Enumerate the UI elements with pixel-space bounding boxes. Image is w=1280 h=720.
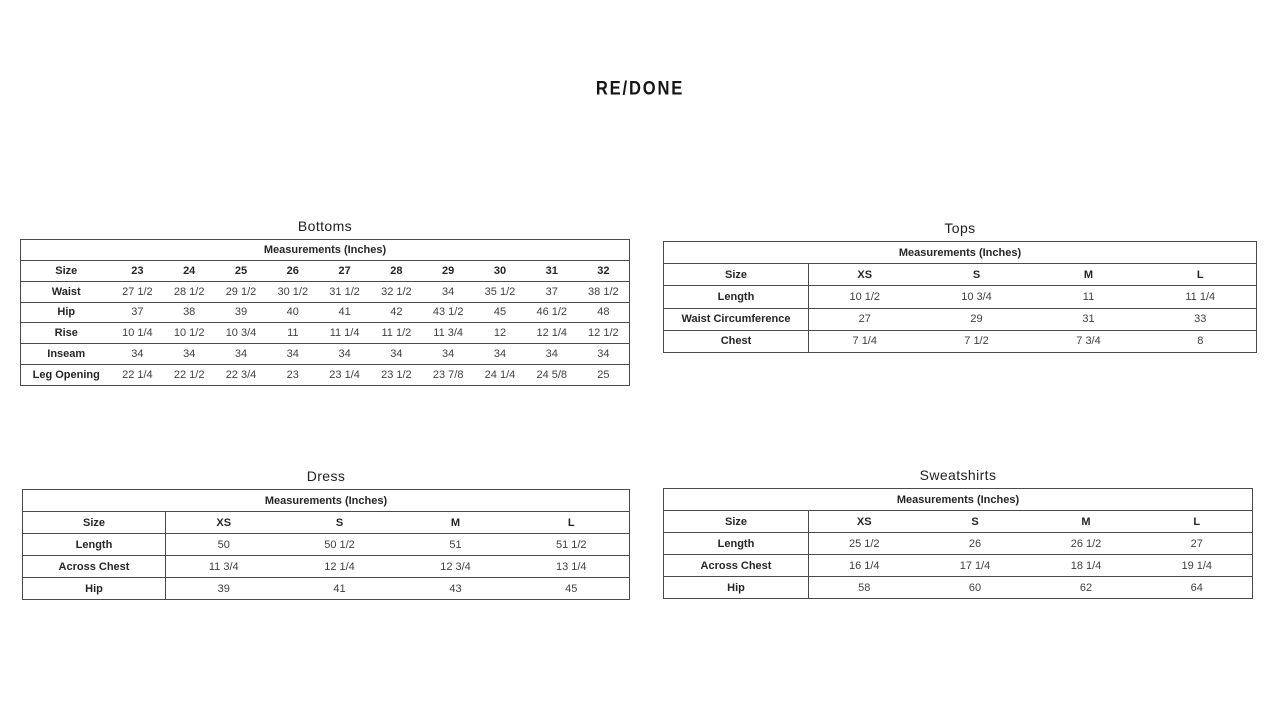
- measurement-cell: 42: [370, 302, 422, 323]
- bottoms-title: Bottoms: [297, 218, 353, 234]
- measurement-cell: 58: [809, 577, 920, 599]
- size-value-cell: S: [920, 511, 1031, 533]
- dress-table: [22, 489, 630, 600]
- row-label-cell: Inseam: [21, 344, 112, 365]
- measurement-cell: 31: [1033, 308, 1145, 330]
- measurement-cell: 40: [267, 302, 319, 323]
- measurement-cell: 51: [398, 534, 514, 556]
- table-row: [21, 323, 630, 344]
- measurement-cell: 12 3/4: [398, 556, 514, 578]
- measurement-cell: 11 3/4: [166, 556, 282, 578]
- row-label-cell: Across Chest: [664, 555, 809, 577]
- row-label-cell: Length: [23, 534, 166, 556]
- measurement-cell: 33: [1145, 308, 1257, 330]
- size-label-cell: Size: [23, 512, 166, 534]
- measurements-header-row: [664, 242, 1257, 264]
- measurement-cell: 25 1/2: [809, 533, 920, 555]
- size-value-cell: XS: [166, 512, 282, 534]
- measurement-cell: 34: [422, 281, 474, 302]
- row-label-cell: Waist Circumference: [664, 308, 809, 330]
- measurement-cell: 10 1/4: [112, 323, 164, 344]
- dress-section: [22, 468, 630, 600]
- size-header-row: [23, 512, 630, 534]
- size-value-cell: 30: [474, 260, 526, 281]
- measurement-cell: 38: [163, 302, 215, 323]
- measurement-cell: 45: [474, 302, 526, 323]
- tops-title: Tops: [944, 220, 976, 236]
- measurement-cell: 38 1/2: [578, 281, 630, 302]
- measurement-cell: 34: [474, 344, 526, 365]
- table-row: [23, 578, 630, 600]
- measurement-cell: 29: [921, 308, 1033, 330]
- size-value-cell: M: [1031, 511, 1142, 533]
- table-row: [664, 330, 1257, 352]
- size-value-cell: 23: [112, 260, 164, 281]
- measurement-cell: 27: [809, 308, 921, 330]
- measurement-cell: 18 1/4: [1031, 555, 1142, 577]
- table-row: [664, 286, 1257, 308]
- measurement-cell: 34: [215, 344, 267, 365]
- measurement-cell: 27: [1142, 533, 1253, 555]
- measurement-cell: 12 1/4: [282, 556, 398, 578]
- row-label-cell: Length: [664, 533, 809, 555]
- measurement-cell: 62: [1031, 577, 1142, 599]
- size-value-cell: 29: [422, 260, 474, 281]
- measurement-cell: 60: [920, 577, 1031, 599]
- row-label-cell: Chest: [664, 330, 809, 352]
- measurements-header-row: [21, 240, 630, 261]
- size-header-row: [21, 260, 630, 281]
- measurement-cell: 28 1/2: [163, 281, 215, 302]
- measurement-cell: 48: [578, 302, 630, 323]
- measurement-cell: 29 1/2: [215, 281, 267, 302]
- tops-table: [663, 241, 1257, 353]
- measurement-cell: 19 1/4: [1142, 555, 1253, 577]
- size-value-cell: S: [282, 512, 398, 534]
- measurement-cell: 34: [422, 344, 474, 365]
- sweatshirts-title: Sweatshirts: [919, 467, 997, 483]
- measurement-cell: 11: [1033, 286, 1145, 308]
- measurement-cell: 22 1/4: [112, 365, 164, 386]
- measurement-cell: 35 1/2: [474, 281, 526, 302]
- measurement-cell: 50 1/2: [282, 534, 398, 556]
- size-value-cell: L: [1142, 511, 1253, 533]
- measurement-cell: 34: [112, 344, 164, 365]
- measurement-cell: 22 1/2: [163, 365, 215, 386]
- measurement-cell: 34: [370, 344, 422, 365]
- size-label-cell: Size: [664, 511, 809, 533]
- table-row: [23, 534, 630, 556]
- measurement-cell: 11: [267, 323, 319, 344]
- measurement-cell: 16 1/4: [809, 555, 920, 577]
- measurement-cell: 45: [514, 578, 630, 600]
- row-label-cell: Length: [664, 286, 809, 308]
- measurement-cell: 13 1/4: [514, 556, 630, 578]
- measurement-cell: 23 1/4: [319, 365, 371, 386]
- measurement-cell: 39: [215, 302, 267, 323]
- table-row: [664, 577, 1253, 599]
- row-label-cell: Hip: [664, 577, 809, 599]
- brand-logo-text: RE/DONE: [595, 76, 685, 99]
- dress-title: Dress: [306, 468, 346, 484]
- measurements-header-cell: Measurements (Inches): [898, 246, 1022, 259]
- table-row: [664, 555, 1253, 577]
- measurement-cell: 24 5/8: [526, 365, 578, 386]
- measurement-cell: 10 1/2: [809, 286, 921, 308]
- measurement-cell: 11 1/4: [319, 323, 371, 344]
- sweatshirts-section: [663, 467, 1253, 599]
- measurement-cell: 37: [526, 281, 578, 302]
- measurement-cell: 43: [398, 578, 514, 600]
- measurement-cell: 23: [267, 365, 319, 386]
- measurement-cell: 37: [112, 302, 164, 323]
- measurement-cell: 26: [920, 533, 1031, 555]
- measurement-cell: 30 1/2: [267, 281, 319, 302]
- row-label-cell: Hip: [21, 302, 112, 323]
- measurement-cell: 10 3/4: [215, 323, 267, 344]
- size-value-cell: 24: [163, 260, 215, 281]
- measurement-cell: 17 1/4: [920, 555, 1031, 577]
- row-label-cell: Hip: [23, 578, 166, 600]
- size-header-row: [664, 264, 1257, 286]
- size-value-cell: 31: [526, 260, 578, 281]
- measurement-cell: 34: [267, 344, 319, 365]
- measurement-cell: 26 1/2: [1031, 533, 1142, 555]
- sweatshirts-table: [663, 488, 1253, 599]
- measurement-cell: 10 1/2: [163, 323, 215, 344]
- measurement-cell: 43 1/2: [422, 302, 474, 323]
- measurement-cell: 27 1/2: [112, 281, 164, 302]
- table-row: [21, 281, 630, 302]
- measurement-cell: 32 1/2: [370, 281, 422, 302]
- size-value-cell: 28: [370, 260, 422, 281]
- size-value-cell: M: [1033, 264, 1145, 286]
- size-value-cell: XS: [809, 511, 920, 533]
- size-value-cell: 32: [578, 260, 630, 281]
- row-label-cell: Leg Opening: [21, 365, 112, 386]
- measurement-cell: 7 1/2: [921, 330, 1033, 352]
- measurements-header-cell: Measurements (Inches): [264, 494, 388, 507]
- measurements-header-cell: Measurements (Inches): [263, 243, 387, 256]
- table-row: [23, 556, 630, 578]
- measurement-cell: 34: [526, 344, 578, 365]
- measurement-cell: 41: [319, 302, 371, 323]
- size-value-cell: M: [398, 512, 514, 534]
- size-value-cell: 27: [319, 260, 371, 281]
- measurements-header-row: [23, 490, 630, 512]
- measurement-cell: 22 3/4: [215, 365, 267, 386]
- row-label-cell: Rise: [21, 323, 112, 344]
- measurement-cell: 25: [578, 365, 630, 386]
- size-label-cell: Size: [664, 264, 809, 286]
- brand-logo: [0, 78, 1280, 99]
- table-row: [21, 302, 630, 323]
- size-value-cell: 25: [215, 260, 267, 281]
- table-row: [664, 308, 1257, 330]
- measurement-cell: 7 1/4: [809, 330, 921, 352]
- measurement-cell: 50: [166, 534, 282, 556]
- size-value-cell: S: [921, 264, 1033, 286]
- measurement-cell: 12: [474, 323, 526, 344]
- measurement-cell: 12 1/4: [526, 323, 578, 344]
- size-value-cell: 26: [267, 260, 319, 281]
- table-row: [664, 533, 1253, 555]
- measurement-cell: 7 3/4: [1033, 330, 1145, 352]
- measurement-cell: 64: [1142, 577, 1253, 599]
- measurements-header-row: [664, 489, 1253, 511]
- tops-section: [663, 220, 1257, 353]
- row-label-cell: Waist: [21, 281, 112, 302]
- table-row: [21, 365, 630, 386]
- measurement-cell: 11 1/2: [370, 323, 422, 344]
- measurement-cell: 39: [166, 578, 282, 600]
- bottoms-table: [20, 239, 630, 386]
- size-value-cell: XS: [809, 264, 921, 286]
- size-header-row: [664, 511, 1253, 533]
- measurement-cell: 12 1/2: [578, 323, 630, 344]
- size-label-cell: Size: [21, 260, 112, 281]
- measurement-cell: 46 1/2: [526, 302, 578, 323]
- table-row: [21, 344, 630, 365]
- measurement-cell: 34: [578, 344, 630, 365]
- measurement-cell: 11 1/4: [1145, 286, 1257, 308]
- measurement-cell: 23 7/8: [422, 365, 474, 386]
- measurement-cell: 31 1/2: [319, 281, 371, 302]
- measurement-cell: 41: [282, 578, 398, 600]
- measurement-cell: 10 3/4: [921, 286, 1033, 308]
- measurement-cell: 11 3/4: [422, 323, 474, 344]
- bottoms-section: [20, 218, 630, 386]
- measurement-cell: 24 1/4: [474, 365, 526, 386]
- measurements-header-cell: Measurements (Inches): [896, 493, 1020, 506]
- measurement-cell: 34: [163, 344, 215, 365]
- size-value-cell: L: [514, 512, 630, 534]
- row-label-cell: Across Chest: [23, 556, 166, 578]
- measurement-cell: 8: [1145, 330, 1257, 352]
- measurement-cell: 23 1/2: [370, 365, 422, 386]
- measurement-cell: 34: [319, 344, 371, 365]
- measurement-cell: 51 1/2: [514, 534, 630, 556]
- size-value-cell: L: [1145, 264, 1257, 286]
